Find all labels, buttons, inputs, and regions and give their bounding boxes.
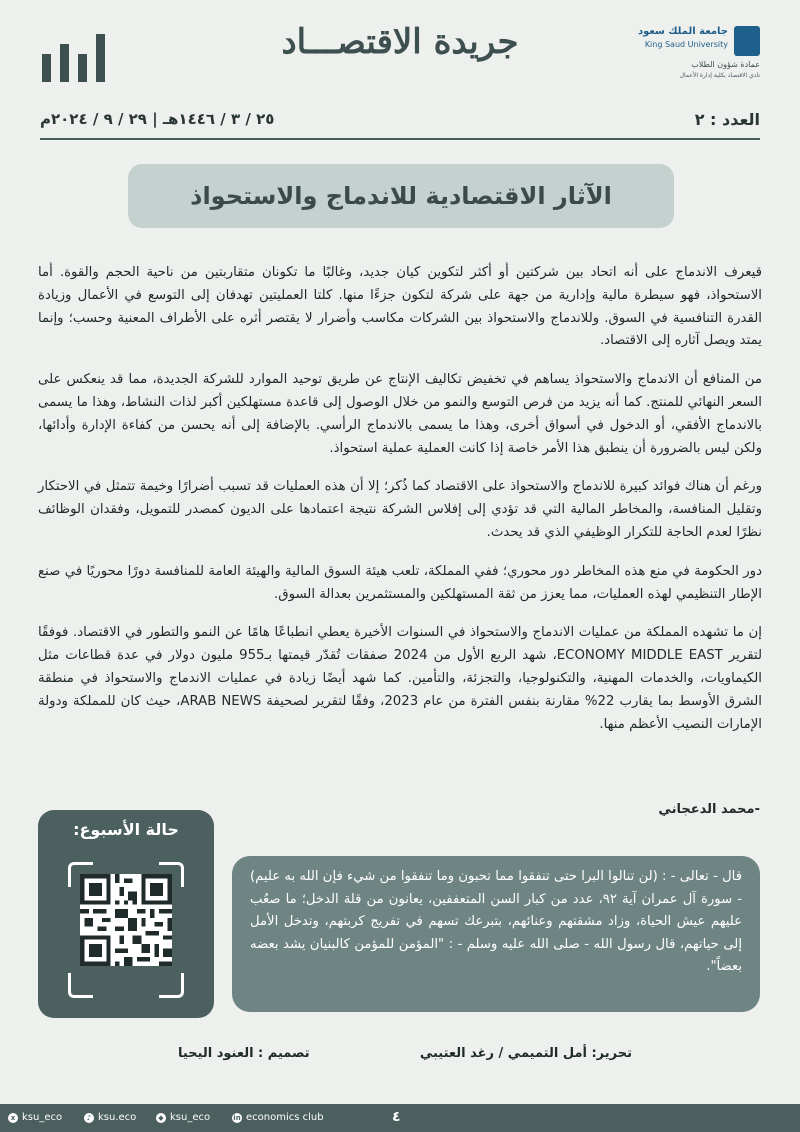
issue-date: ٢٥ / ٣ / ١٤٤٦هـ | ٢٩ / ٩ / ٢٠٢٤م <box>40 110 275 128</box>
tiktok-icon: ♪ <box>84 1113 94 1123</box>
designer-credit: تصميم : العنود اليحيا <box>178 1046 310 1061</box>
header-divider <box>40 138 760 140</box>
social-link-x[interactable] <box>8 1112 62 1123</box>
qr-frame-corner <box>68 973 93 998</box>
social-label: ksu_eco <box>22 1112 63 1123</box>
university-name-ar: جامعة الملك سعود <box>638 26 728 37</box>
quote-text: قال - تعالى - : (لن تنالوا البرا حتى تنفقوا مما تحبون وما تنفقوا من شيء فإن الله به عليم) - سورة آل عمران آية ٩٢، عدد من كبار السن المتعففين، يعانون من قلة الدخل؛ ما صعُب عليهم عيش الحياة، وزاد مشقتهم وعنائهم، بتبرعك تسهم في تفريج كربتهم، وتدخل الأمل إلى حياتهم، قال رسول الله - صلى الله عليه وسلم - : "المؤمن للمؤمن كالبنيان يشد بعضه بعضاً". <box>250 869 742 975</box>
university-emblem-icon <box>734 26 760 56</box>
title-banner <box>128 164 674 228</box>
x-icon: x <box>8 1113 18 1123</box>
article-paragraph: قيعرف الاندماج على أنه اتحاد بين شركتين أو أكثر لتكوين كيان جديد، وغالبًا ما تكونان متقاربتين من ناحية الحجم والقوة. أما الاستحواذ، فهو سيطرة مالية وإدارية من جهة على شركة لتكون جزءًا منها. كلتا العمليتين تهدفان إلى التوسع في الأعمال وزيادة القدرة التنافسية في السوق. وللاندماج والاستحواذ بين الشركات مكاسب وأضرار لا يقتصر أثره على الأطراف المعنية وحسب؛ وإنما يمتد ويصل آثاره إلى الاقتصاد. <box>38 265 762 349</box>
article-title: الآثار الاقتصادية للاندماج والاستحواذ <box>190 182 612 210</box>
qr-code-icon[interactable] <box>80 874 172 966</box>
social-label: ksu.eco <box>98 1112 137 1123</box>
club-name: نادي الاقتصاد بكلية إدارة الأعمال <box>679 72 760 79</box>
social-link-linkedin[interactable] <box>232 1112 324 1123</box>
qr-frame-corner <box>159 973 184 998</box>
social-link-snapchat[interactable] <box>156 1112 210 1123</box>
footer-bar <box>0 1104 800 1132</box>
deanship-name: عمادة شؤون الطلاب <box>691 60 760 69</box>
weekly-status-heading: حالة الأسبوع: <box>73 820 179 839</box>
linkedin-icon: in <box>233 1113 241 1122</box>
newspaper-logo-icon <box>40 30 112 84</box>
newspaper-title: جريدة الاقتصـــاد <box>281 22 519 62</box>
weekly-status-card <box>38 810 214 1018</box>
article-author: -محمد الدعجاني <box>658 802 760 817</box>
editors-credit: تحرير: أمل التميمي / رغد العتيبي <box>419 1046 632 1061</box>
page-number: ٤ <box>392 1109 401 1125</box>
snapchat-icon: ◆ <box>156 1113 166 1123</box>
university-name-en: King Saud University <box>644 40 728 49</box>
article-paragraph: من المنافع أن الاندماج والاستحواذ يساهم في تخفيض تكاليف الإنتاج عن طريق توحيد الموارد للشركة الجديدة، مما قد ينعكس على السعر النهائي للمنتج. كما أنه يزيد من فرص التوسع والنمو من خلال الوصول إلى قاعدة مستهلكين أكبر لذات النشاط، وهذا ما يسمى بالاندماج الأفقي، أو الدخول في أسواق أخرى، وهذا ما يسمى بالاندماج الرأسي. بالإضافة إلى أنه يحسن من كفاءة الإدارة وأدائها، ولكن ليس بالضرورة أن ينطبق هذا الأمر خاصة إذا كانت العملية عملية استحواذ. <box>38 372 762 456</box>
social-label: economics club <box>246 1112 324 1123</box>
social-label: ksu_eco <box>170 1112 211 1123</box>
social-link-tiktok[interactable] <box>84 1112 136 1123</box>
article-paragraph: إن ما تشهده المملكة من عمليات الاندماج والاستحواذ في السنوات الأخيرة يعطي انطباعًا هامًا عن النمو والتطور في الاقتصاد. فوفقًا لتقرير ECONOMY MIDDLE EAST، شهد الربع الأول من 2024 صفقات تُقدّر قيمتها بـ955 مليون دولار في عدة قطاعات مثل الكيماويات، والخدمات المهنية، والتكنولوجيا، والتجزئة، والتأمين. كما شهد أيضًا زيادة في عمليات الاندماج والاستحواذ في منطقة الشرق الأوسط بما يقارب 22% مقارنة بنفس الفترة من عام 2023، وفقًا لتقرير لصحيفة ARAB NEWS، حيث كان للمملكة ودولة الإمارات النصيب الأعظم منها. <box>38 625 762 732</box>
university-logo <box>638 24 760 84</box>
article-paragraph: ورغم أن هناك فوائد كبيرة للاندماج والاستحواذ على الاقتصاد كما ذُكر؛ إلا أن هذه العمليات قد تسبب أضرارًا وخيمة تتمثل في الاحتكار وتقليل المنافسة، والمخاطر المالية التي قد تؤدي إلى إفلاس الشركة نتيجة اعتمادها على الديون كمصدر للتمويل، وفقدان الوظائف نظرًا لعدم الحاجة للتكرار الوظيفي الذي قد يحدث. <box>38 479 762 540</box>
article-paragraph: دور الحكومة في منع هذه المخاطر دور محوري؛ ففي المملكة، تلعب هيئة السوق المالية والهيئة العامة للمنافسة دورًا محوريًا في صنع الإطار التنظيمي لهذه العمليات، مما يعزز من ثقة المستهلكين والمستثمرين بعدالة السوق. <box>38 563 762 602</box>
quote-box <box>232 856 760 1012</box>
article-body <box>38 262 762 752</box>
issue-number: العدد : ٢ <box>694 110 760 129</box>
